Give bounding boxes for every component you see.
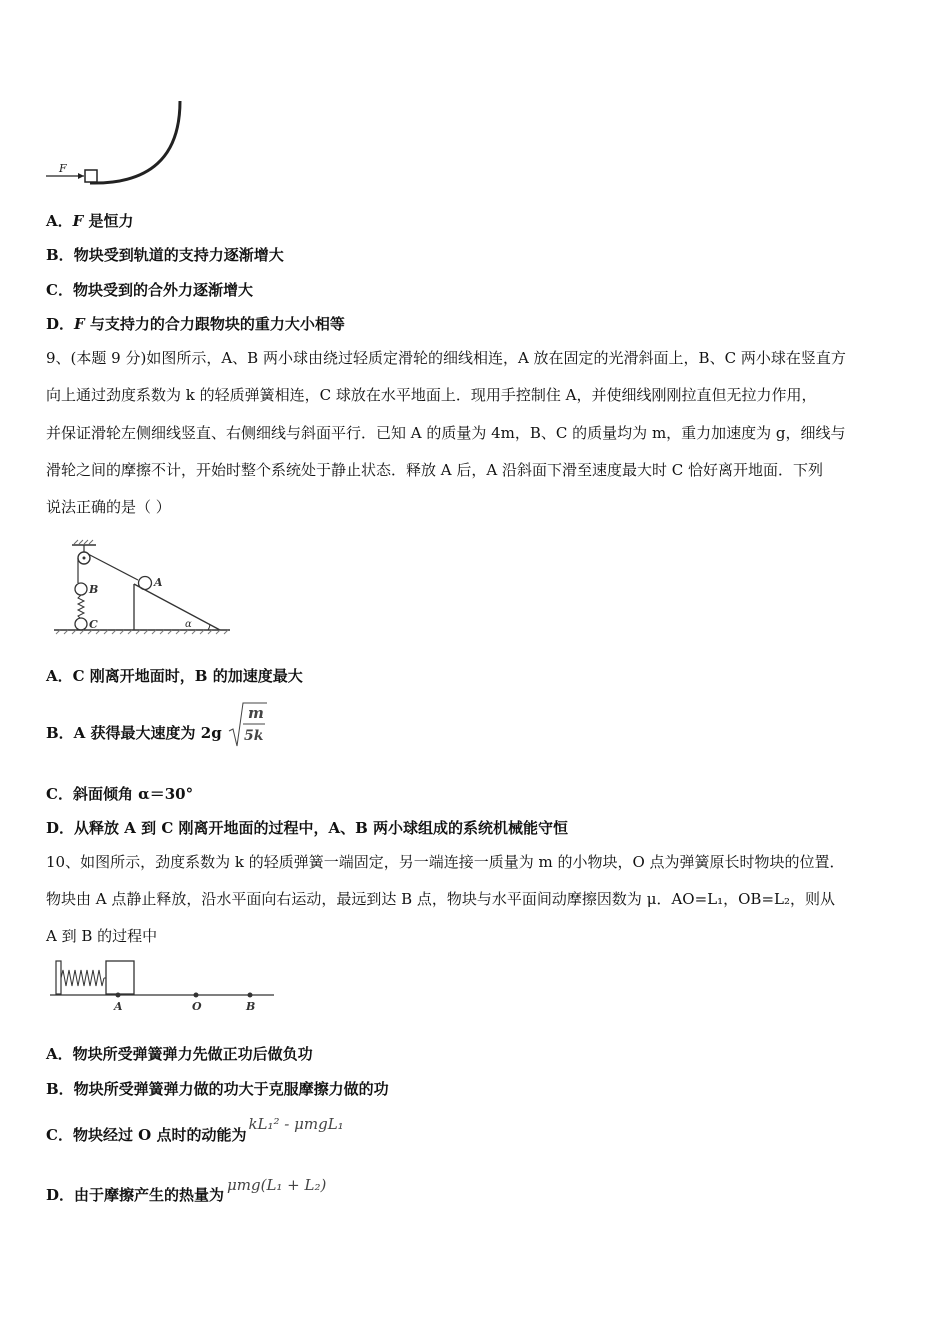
sqrt-formula: [228, 701, 268, 749]
label-c: C: [89, 618, 98, 631]
force-label: F: [59, 162, 67, 175]
q10-line-2: 物块由 A 点静止释放，沿水平面向右运动，最远到达 B 点，物块与水平面间动摩擦因数为 μ．AO=L₁，OB=L₂，则从: [46, 890, 835, 908]
q10-option-b[interactable]: B．物块所受弹簧弹力做的功大于克服摩擦力做的功: [46, 1080, 389, 1098]
q10-line-1: 10、如图所示，劲度系数为 k 的轻质弹簧一端固定，另一端连接一质量为 m 的小物块，O 点为弹簧原长时物块的位置．: [46, 853, 845, 871]
q8-option-c[interactable]: C．物块受到的合外力逐渐增大: [46, 281, 253, 299]
figure-spring-block: [46, 956, 278, 1014]
label-alpha: α: [185, 619, 192, 630]
figure-pulley-incline: [48, 538, 238, 638]
ke-formula: kL₁² - μmgL₁: [248, 1115, 344, 1133]
q10-option-a[interactable]: A．物块所受弹簧弹力先做正功后做负功: [46, 1045, 313, 1063]
heat-formula: μmg(L₁ + L₂): [227, 1176, 327, 1194]
q8-option-b[interactable]: B．物块受到轨道的支持力逐渐增大: [46, 246, 284, 264]
q9-line-5: 说法正确的是（ ）: [46, 498, 171, 516]
q9-line-3: 并保证滑轮左侧细线竖直、右侧细线与斜面平行．已知 A 的质量为 4m，B、C 的质量均为 m，重力加速度为 g，细线与: [46, 424, 846, 442]
q9-option-a[interactable]: A．C 刚离开地面时，B 的加速度最大: [46, 667, 303, 685]
q9-option-b[interactable]: B．A 获得最大速度为 2g m 5k: [46, 706, 222, 746]
q9-option-c[interactable]: C．斜面倾角 α＝30°: [46, 785, 194, 803]
q9-line-4: 滑轮之间的摩擦不计，开始时整个系统处于静止状态．释放 A 后，A 沿斜面下滑至速度最大时 C 恰好离开地面．下列: [46, 461, 823, 479]
point-o-label: O: [192, 1000, 202, 1013]
q10-option-c[interactable]: C．物块经过 O 点时的动能为kL₁² - μmgL₁: [46, 1115, 344, 1144]
q8-option-a[interactable]: A．F 是恒力: [46, 212, 134, 230]
svg-text:m: m: [248, 704, 264, 722]
block: [106, 961, 134, 994]
q8-option-d[interactable]: D．F 与支持力的合力跟物块的重力大小相等: [46, 315, 345, 333]
ball-b: [75, 583, 87, 595]
label-a: A: [154, 576, 163, 589]
q10-option-d[interactable]: D．由于摩擦产生的热量为μmg(L₁ + L₂): [46, 1176, 327, 1204]
ball-c: [75, 618, 87, 630]
svg-text:5k: 5k: [244, 728, 264, 744]
q9-line-1: 9、(本题 9 分)如图所示，A、B 两小球由绕过轻质定滑轮的细线相连，A 放在固定的光滑斜面上，B、C 两小球在竖直方: [46, 349, 846, 367]
q9-option-d[interactable]: D．从释放 A 到 C 刚离开地面的过程中，A、B 两小球组成的系统机械能守恒: [46, 819, 569, 837]
label-b: B: [89, 583, 99, 596]
q10-line-3: A 到 B 的过程中: [46, 927, 158, 945]
point-b-label: B: [246, 1000, 256, 1013]
q9-line-2: 向上通过劲度系数为 k 的轻质弹簧相连，C 球放在水平地面上．现用手控制住 A，并使细线刚刚拉直但无拉力作用，: [46, 386, 817, 404]
point-a-label: A: [114, 1000, 123, 1013]
figure-curved-track: [40, 95, 200, 195]
